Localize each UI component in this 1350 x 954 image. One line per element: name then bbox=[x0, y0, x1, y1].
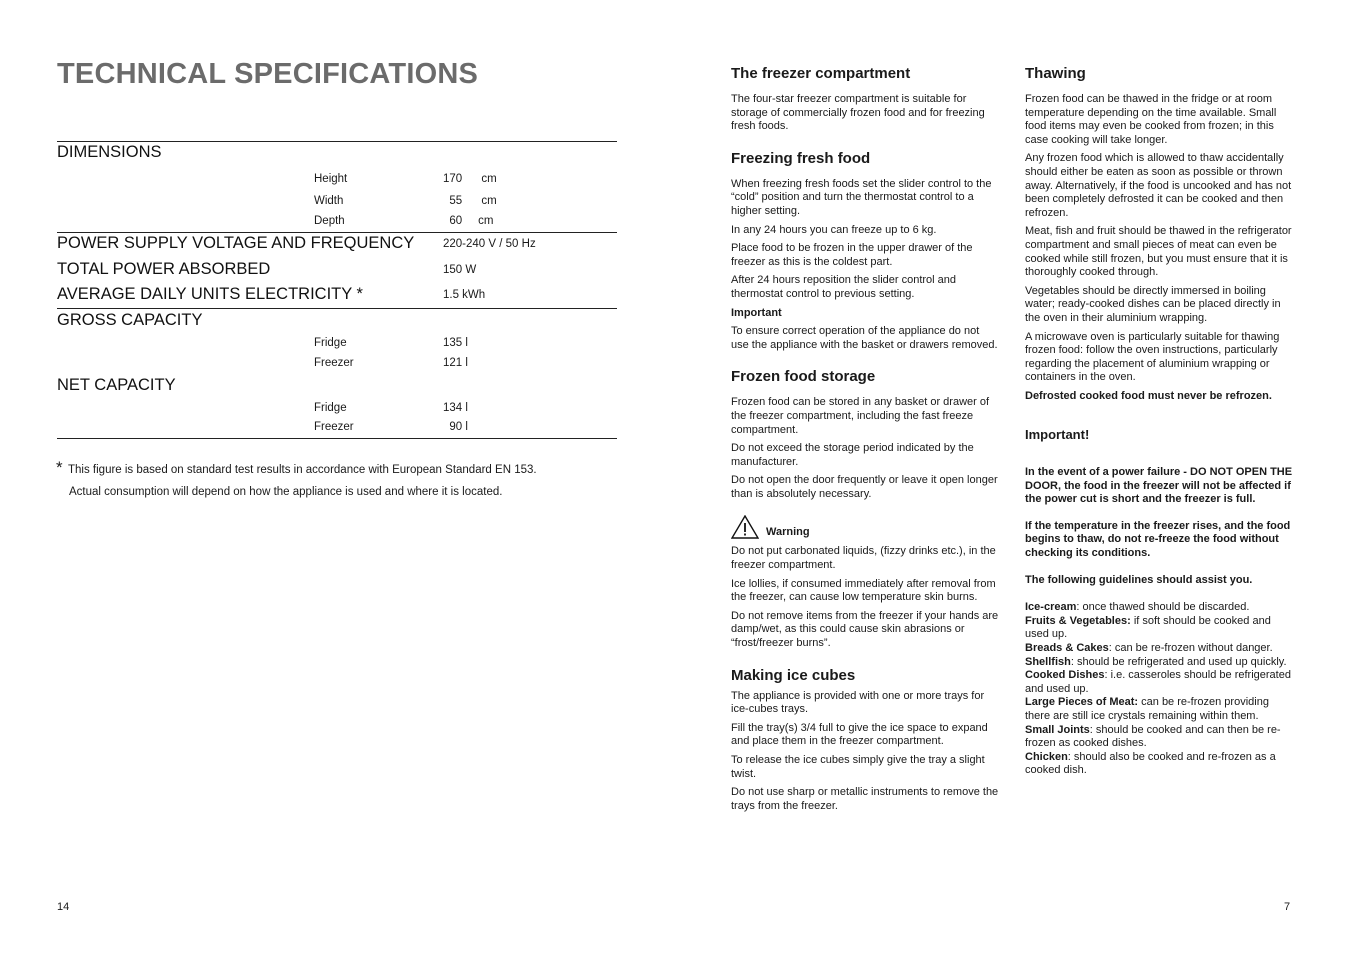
middle-column bbox=[731, 65, 999, 818]
power-absorbed-value: 150 W bbox=[443, 264, 477, 276]
paragraph: Do not exceed the storage period indicated by the manufacturer. bbox=[731, 442, 974, 468]
warning-row bbox=[731, 515, 999, 539]
paragraph: Do not use sharp or metallic instruments to remove the trays from the freezer. bbox=[731, 786, 999, 812]
page-title: TECHNICAL SPECIFICATIONS bbox=[57, 58, 479, 90]
paragraph: Place food to be frozen in the upper drawer of the freezer as this is the coldest part. bbox=[731, 242, 973, 268]
gross-fridge-value: 135 l bbox=[443, 337, 468, 349]
list-item: Large Pieces of Meat: can be re-frozen providing there are still ice crystals remaining within them. bbox=[1025, 696, 1269, 722]
height-value: 170 cm bbox=[443, 173, 497, 185]
paragraph: To ensure correct operation of the appliance do not use the appliance with the basket or drawers removed. bbox=[731, 325, 998, 351]
power-supply-value: 220-240 V / 50 Hz bbox=[443, 238, 536, 250]
depth-value: 60 cm bbox=[443, 215, 494, 227]
paragraph: Do not put carbonated liquids, (fizzy drinks etc.), in the freezer compartment. bbox=[731, 545, 996, 572]
power-failure-note: In the event of a power failure - DO NOT OPEN THE DOOR, the food in the freezer will not be affected if the power cut is short and the freezer is full. bbox=[1025, 466, 1293, 506]
paragraph: After 24 hours reposition the slider control and thermostat control to previous setting. bbox=[731, 274, 957, 300]
daily-units-heading: AVERAGE DAILY UNITS ELECTRICITY * bbox=[57, 285, 363, 303]
footnote-asterisk: * bbox=[56, 458, 63, 477]
freezing-fresh-food-heading: Freezing fresh food bbox=[731, 149, 871, 167]
paragraph: Frozen food can be stored in any basket or drawer of the freezer compartment, including the fast freeze compartment. bbox=[731, 396, 990, 436]
warning-label: Warning bbox=[766, 525, 810, 538]
freezer-compartment-heading: The freezer compartment bbox=[731, 65, 911, 82]
paragraph: In any 24 hours you can freeze up to 6 kg. bbox=[731, 223, 937, 236]
width-value: 55 cm bbox=[443, 195, 497, 207]
gross-fridge-label: Fridge bbox=[314, 337, 347, 349]
paragraph: Fill the tray(s) 3/4 full to give the ice space to expand and place them in the freezer compartment. bbox=[731, 721, 988, 748]
footnote-text-2: Actual consumption will depend on how the appliance is used and where it is located. bbox=[69, 486, 503, 498]
net-fridge-value: 134 l bbox=[443, 402, 468, 414]
guidelines-list bbox=[1025, 601, 1293, 778]
dimensions-heading: DIMENSIONS bbox=[57, 143, 162, 161]
paragraph: Do not remove items from the freezer if your hands are damp/wet, as this could cause skin abrasions or “frost/freezer burns”. bbox=[731, 609, 999, 650]
net-capacity-heading: NET CAPACITY bbox=[57, 376, 176, 394]
paragraph: Any frozen food which is allowed to thaw accidentally should either be eaten as soon as possible or thrown away. Alternatively, if the food is uncooked and has not been completely defrosted it can be cooked and then refrozen. bbox=[1025, 152, 1292, 219]
list-item: Ice-cream: once thawed should be discarded. bbox=[1025, 601, 1250, 614]
paragraph: The four-star freezer compartment is suitable for storage of commercially frozen food and for freezing fresh foods. bbox=[731, 93, 985, 133]
paragraph: Do not open the door frequently or leave it open longer than is absolutely necessary. bbox=[731, 474, 998, 500]
list-item: Shellfish: should be refrigerated and used up quickly. bbox=[1025, 655, 1287, 668]
divider bbox=[57, 141, 617, 142]
depth-label: Depth bbox=[314, 215, 345, 227]
gross-freezer-label: Freezer bbox=[314, 357, 354, 369]
guidelines-intro: The following guidelines should assist you. bbox=[1025, 573, 1253, 586]
right-column bbox=[1025, 65, 1293, 778]
paragraph: Ice lollies, if consumed immediately after removal from the freezer, can cause low temperature skin burns. bbox=[731, 577, 996, 604]
list-item: Breads & Cakes: can be re-frozen without danger. bbox=[1025, 642, 1273, 654]
list-item: Cooked Dishes: i.e. casseroles should be refrigerated and used up. bbox=[1025, 669, 1291, 695]
power-absorbed-heading: TOTAL POWER ABSORBED bbox=[57, 260, 271, 278]
important-label: Important bbox=[731, 306, 782, 319]
page-number-left: 14 bbox=[57, 901, 70, 913]
power-supply-heading: POWER SUPPLY VOLTAGE AND FREQUENCY bbox=[57, 234, 415, 252]
paragraph: Frozen food can be thawed in the fridge or at room temperature depending on the time available. Small food items may even be cooked from frozen; in this case cooking will take longer. bbox=[1025, 93, 1277, 146]
page-number-right: 7 bbox=[1284, 901, 1291, 913]
list-item: Chicken: should also be cooked and re-frozen as a cooked dish. bbox=[1025, 750, 1276, 777]
frozen-food-storage-heading: Frozen food storage bbox=[731, 368, 876, 386]
paragraph: Meat, fish and fruit should be thawed in the refrigerator compartment and small pieces of meat can even be cooked while still frozen, but you must ensure that it is thoroughly cooked through. bbox=[1025, 225, 1292, 279]
divider bbox=[57, 308, 617, 309]
width-label: Width bbox=[314, 195, 344, 207]
paragraph: A microwave oven is particularly suitable for thawing frozen food: follow the oven instructions, particularly regarding the placement of aluminium wrapping or containers in the oven. bbox=[1025, 330, 1280, 384]
height-label: Height bbox=[314, 173, 348, 185]
net-freezer-label: Freezer bbox=[314, 421, 354, 433]
paragraph: The appliance is provided with one or more trays for ice-cubes trays. bbox=[731, 689, 985, 716]
divider bbox=[57, 232, 617, 233]
divider bbox=[57, 438, 617, 439]
daily-units-value: 1.5 kWh bbox=[443, 289, 486, 301]
net-fridge-label: Fridge bbox=[314, 402, 347, 414]
important-heading: Important! bbox=[1025, 427, 1090, 443]
net-freezer-value: 90 l bbox=[443, 421, 468, 433]
refreeze-warning: Defrosted cooked food must never be refrozen. bbox=[1025, 389, 1272, 402]
gross-freezer-value: 121 l bbox=[443, 357, 468, 369]
making-ice-cubes-heading: Making ice cubes bbox=[731, 666, 856, 684]
list-item: Fruits & Vegetables: if soft should be cooked and used up. bbox=[1025, 614, 1271, 641]
gross-capacity-heading: GROSS CAPACITY bbox=[57, 311, 203, 329]
warning-triangle-icon bbox=[731, 515, 759, 539]
paragraph: When freezing fresh foods set the slider control to the “cold” position and turn the thermostat control to a higher setting. bbox=[731, 177, 992, 217]
paragraph: To release the ice cubes simply give the tray a slight twist. bbox=[731, 754, 985, 780]
list-item: Small Joints: should be cooked and can then be re-frozen as cooked dishes. bbox=[1025, 723, 1281, 750]
footnote-text-1: This figure is based on standard test results in accordance with European Standard EN 153. bbox=[68, 464, 537, 476]
temperature-note: If the temperature in the freezer rises, and the food begins to thaw, do not re-freeze the food without checking its conditions. bbox=[1025, 519, 1291, 560]
thawing-heading: Thawing bbox=[1025, 65, 1086, 82]
paragraph: Vegetables should be directly immersed in boiling water; ready-cooked dishes can be placed directly in the oven in their aluminium wrapping. bbox=[1025, 284, 1281, 324]
